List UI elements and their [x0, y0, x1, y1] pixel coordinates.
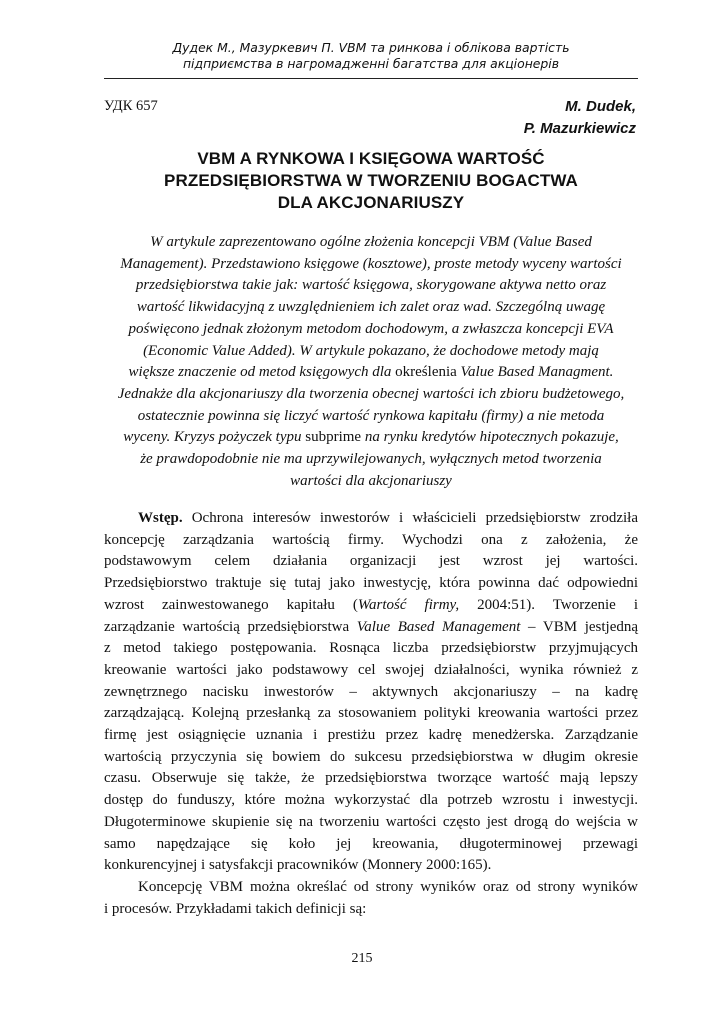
running-header-line: підприємства в нагромадженні багатства для акціонерів: [182, 56, 560, 71]
abstract-line: [104, 362, 638, 384]
paragraph-line: z metod takiego postępowania. Rosnąca liczba przedsiębiorstw przyjmujących: [104, 640, 638, 657]
body-text-span: – VBM jestjedną: [520, 618, 639, 635]
paragraph-line: i procesów. Przykładami takich definicji są:: [104, 900, 367, 917]
abstract-text: określenia: [395, 364, 457, 381]
author-name: P. Mazurkiewicz: [523, 120, 636, 137]
abstract-line: przedsiębiorstwa takie jak: wartość księgowa, skorygowane aktywa netto oraz: [135, 277, 607, 294]
body-text-span: 2004:51). Tworzenie i: [459, 596, 638, 613]
abstract-text: subprime: [305, 429, 362, 446]
abstract-line: Jednakże dla akcjonariuszy dla tworzenia obecnej wartości ich zbioru budżetowego,: [117, 385, 625, 402]
paragraph-line: Przedsiębiorstwo traktuje się tutaj jako inwestycję, która powinna dać odpowiedni: [104, 575, 638, 592]
paragraph-line: samo napędzające się koło jej kreowania, długoterminowej przewagi: [104, 835, 638, 852]
paragraph-line: [104, 617, 638, 639]
paragraph-line: kreowanie wartości jako podstawowy cel swojej działalności, wynika również z: [104, 661, 638, 678]
article-title: [104, 148, 638, 214]
page-number: 215: [351, 951, 373, 966]
paragraph-line: Długoterminowe skupienie się na tworzeniu wartości często jest drogą do wejścia w: [104, 813, 638, 830]
section-lead: Wstęp.: [138, 510, 183, 526]
abstract-line: że prawdopodobnie nie ma uprzywilejowanych, wyłącznych metod tworzenia: [140, 451, 602, 468]
paragraph-line: czasu. Obserwuje się także, że przedsiębiorstwa tworzące wartość mają lepszy: [104, 770, 638, 787]
udk-code: УДК 657: [104, 98, 158, 114]
paragraph-line: dostęp do funduszy, które można wykorzystać dla potrzeb wzrostu i inwestycji.: [104, 792, 638, 809]
citation-title: Wartość firmy,: [357, 596, 460, 613]
body-text-span: zarządzanie wartością przedsiębiorstwa: [104, 618, 357, 635]
paragraph-line: wartością przyczynia się bowiem do sukcesu przedsiębiorstwa w długim okresie: [104, 748, 638, 765]
abstract-text: Value Based Managment.: [456, 364, 614, 381]
emphasis-term: Value Based Management: [356, 618, 521, 635]
abstract-line: [104, 427, 638, 449]
abstract-text: na rynku kredytów hipotecznych pokazuje,: [361, 429, 619, 446]
abstract-line: ostatecznie powinna się liczyć wartość rynkowa kapitału (firmy) a nie metoda: [137, 407, 605, 424]
abstract-line: poświęcono jednak złożonym metodom dochodowym, a zwłaszcza koncepcji EVA: [128, 320, 614, 337]
paragraph-line: konkurencyjnej i satysfakcji pracowników (Monnery 2000:165).: [104, 857, 492, 874]
paragraph-line: [104, 595, 638, 617]
paragraph-line: zarządzającą. Kolejną przesłanką za stosowaniem polityki kreowania wartości przez: [104, 705, 638, 722]
abstract-text: wyceny. Kryzys pożyczek typu: [123, 429, 306, 446]
running-header: [104, 40, 638, 72]
title-line: PRZEDSIĘBIORSTWA W TWORZENIU BOGACTWA: [164, 171, 578, 190]
paragraph-line: podstawowym celem działania organizacji jest wzrost jej wartości.: [104, 553, 638, 570]
abstract-line: Management). Przedstawiono księgowe (kosztowe), proste metody wyceny wartości: [120, 255, 622, 272]
abstract-line: W artykule zaprezentowano ogólne złożenia koncepcji VBM (Value Based: [150, 234, 592, 250]
body-text: [104, 508, 638, 920]
paragraph-line: zewnętrznego nacisku inwestorów – aktywnych akcjonariuszy – na kadrę: [104, 683, 638, 700]
title-line: DLA AKCJONARIUSZY: [277, 193, 465, 212]
abstract-line: (Economic Value Added). W artykule pokazano, że dochodowe metody mają: [143, 342, 599, 359]
paragraph-line: [104, 508, 638, 530]
running-header-line: Дудек М., Мазуркевич П. VBM та ринкова і облікова вартість: [172, 40, 570, 55]
paragraph-line: Koncepcję VBM można określać od strony wyników oraz od strony wyników: [138, 878, 638, 895]
paragraph-line: firmę jest osiągnięcie uznania i prestiżu przez kadrę menedżerska. Zarządzanie: [104, 727, 638, 744]
abstract-text: większe znaczenie od metod księgowych dla: [128, 364, 396, 381]
author-name: M. Dudek,: [565, 98, 636, 115]
header-divider: [104, 78, 638, 79]
body-text-span: wzrost zainwestowanego kapitału (: [104, 596, 358, 613]
authors: [524, 96, 636, 140]
abstract-line: wartość likwidacyjną z uwzględnieniem ich zalet oraz wad. Szczególną uwagę: [136, 299, 606, 316]
body-text-span: Ochrona interesów inwestorów i właścicieli przedsiębiorstw zrodziła: [182, 510, 638, 526]
abstract: [104, 232, 638, 492]
abstract-line: wartości dla akcjonariuszy: [290, 472, 452, 489]
title-line: VBM A RYNKOWA I KSIĘGOWA WARTOŚĆ: [197, 149, 545, 168]
paragraph-line: koncepcję zarządzania wartością firmy. Wychodzi ona z założenia, że: [104, 531, 638, 548]
